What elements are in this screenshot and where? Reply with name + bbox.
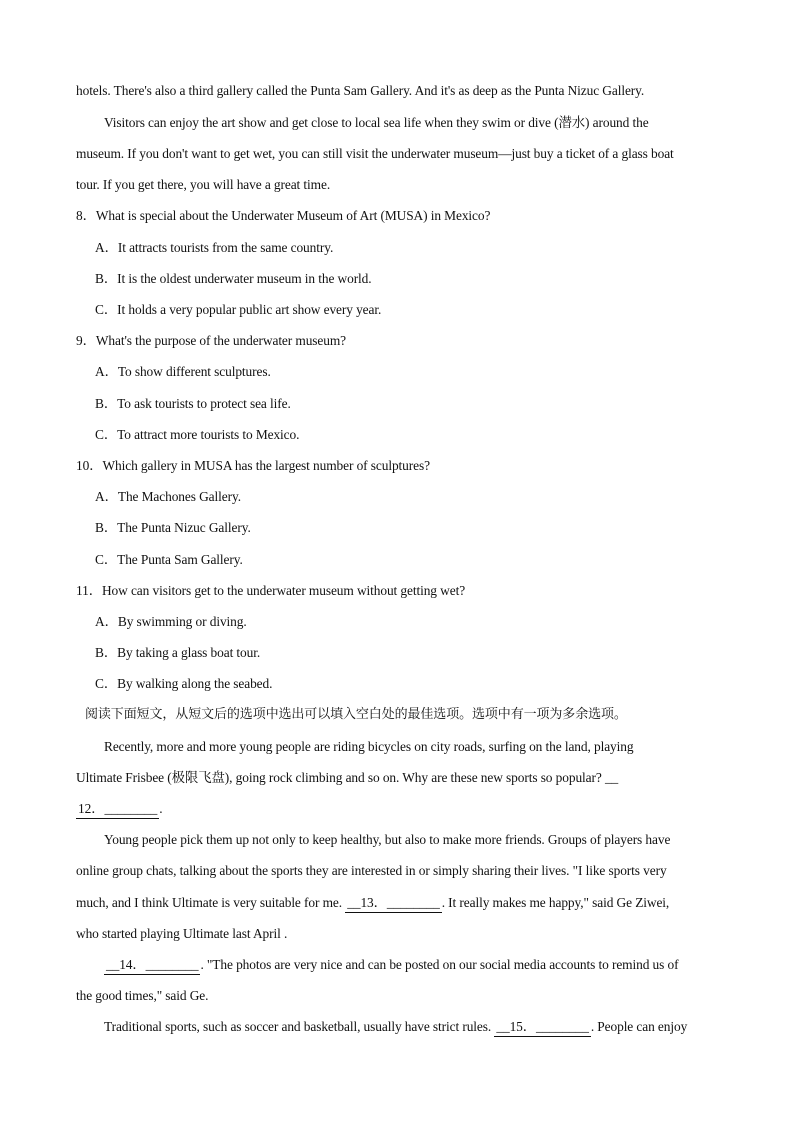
passage-text: Ultimate Frisbee (极限飞盘), going rock climbing and so on. Why are these new sports so popular?	[76, 770, 602, 785]
passage-line	[104, 1018, 774, 1037]
passage-text: much, and I think Ultimate is very suitable for me.	[76, 895, 342, 910]
question-10-option-b: B．The Punta Nizuc Gallery.	[95, 520, 251, 535]
passage-line: the good times," said Ge.	[76, 988, 209, 1003]
question-11-option-a: A．By swimming or diving.	[95, 614, 247, 629]
passage-line: 12．________ .	[76, 800, 746, 819]
passage-text: . It really makes me happy," said Ge Ziwei,	[441, 895, 670, 910]
passage-line: Visitors can enjoy the art show and get close to local sea life when they swim or dive (潜水) around the	[104, 115, 649, 130]
question-11-option-b: B．By taking a glass boat tour.	[95, 645, 261, 660]
passage-text: . "The photos are very nice and can be posted on our social media accounts to remind us of	[200, 957, 679, 972]
question-8-stem: 8．What is special about the Underwater Museum of Art (MUSA) in Mexico?	[76, 208, 491, 223]
section-instruction: 阅读下面短文，从短文后的选项中选出可以填入空白处的最佳选项。选项中有一项为多余选项。	[85, 707, 627, 722]
passage-line: hotels. There's also a third gallery called the Punta Sam Gallery. And it's as deep as the Punta Nizuc Gallery.	[76, 83, 645, 98]
passage-line: museum. If you don't want to get wet, you can still visit the underwater museum—just buy a ticket of a glass boat	[76, 146, 674, 161]
blank-12-prefix: __	[604, 770, 619, 785]
question-9-option-c: C．To attract more tourists to Mexico.	[95, 427, 300, 442]
question-11-stem: 11．How can visitors get to the underwater museum without getting wet?	[76, 583, 466, 598]
question-10-stem: 10．Which gallery in MUSA has the largest number of sculptures?	[76, 458, 430, 473]
passage-line	[76, 769, 746, 787]
blank-13[interactable]: __13．________	[345, 894, 441, 913]
question-9-option-b: B．To ask tourists to protect sea life.	[95, 396, 291, 411]
passage-text: Traditional sports, such as soccer and basketball, usually have strict rules.	[104, 1019, 492, 1034]
passage-line: Recently, more and more young people are riding bicycles on city roads, surfing on the land, playing	[104, 739, 634, 754]
blank-14[interactable]: __14．________	[104, 956, 200, 975]
passage-line	[76, 894, 746, 913]
question-9-stem: 9．What's the purpose of the underwater museum?	[76, 333, 347, 348]
question-8-option-b: B．It is the oldest underwater museum in the world.	[95, 271, 372, 286]
passage-line: Young people pick them up not only to keep healthy, but also to make more friends. Groups of players have	[104, 832, 671, 847]
passage-text: . People can enjoy	[590, 1019, 688, 1034]
question-11-option-c: C．By walking along the seabed.	[95, 676, 273, 691]
question-8-option-c: C．It holds a very popular public art show every year.	[95, 302, 382, 317]
blank-12[interactable]: 12．________	[76, 800, 159, 819]
question-8-option-a: A．It attracts tourists from the same country.	[95, 240, 334, 255]
passage-line: tour. If you get there, you will have a great time.	[76, 177, 331, 192]
question-10-option-c: C．The Punta Sam Gallery.	[95, 552, 243, 567]
question-10-option-a: A．The Machones Gallery.	[95, 489, 241, 504]
passage-line: who started playing Ultimate last April .	[76, 926, 288, 941]
passage-line: online group chats, talking about the sports they are interested in or simply sharing their lives. "I like sports very	[76, 863, 667, 878]
question-9-option-a: A．To show different sculptures.	[95, 364, 271, 379]
passage-line	[104, 956, 774, 975]
blank-15[interactable]: __15．________	[494, 1018, 590, 1037]
